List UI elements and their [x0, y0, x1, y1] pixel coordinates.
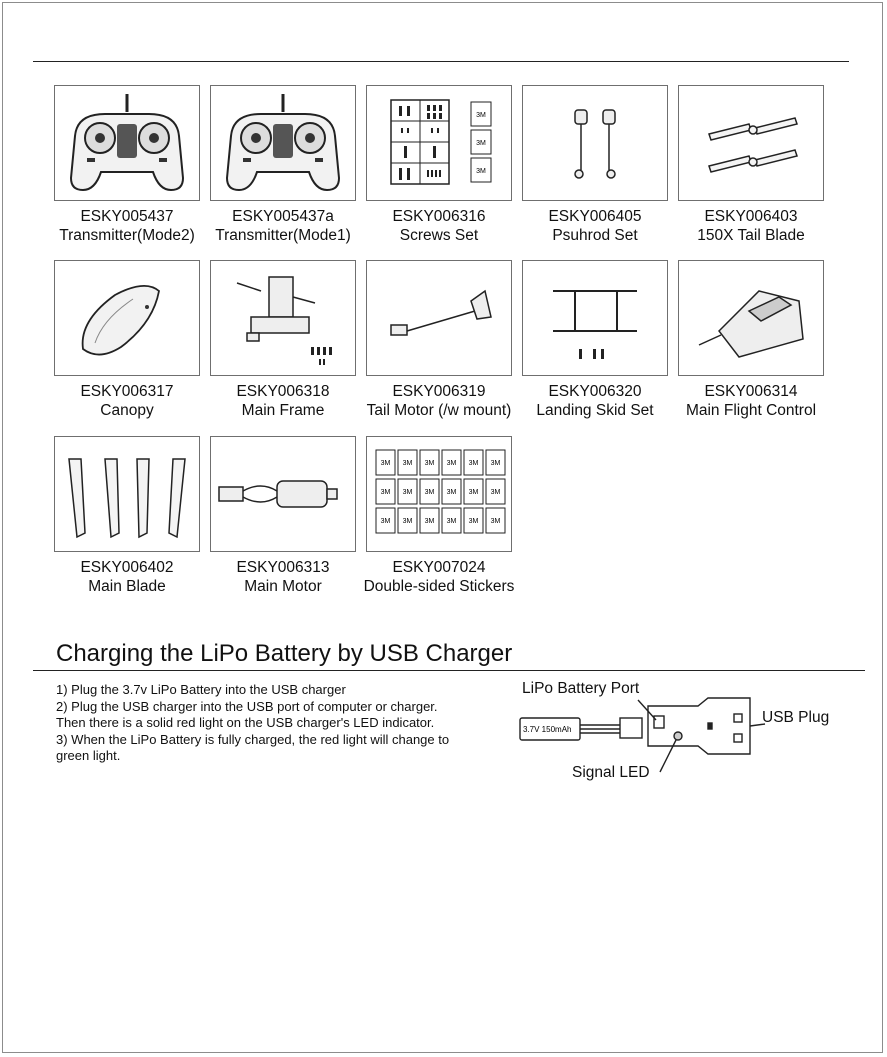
part-code: ESKY006313	[236, 559, 330, 576]
flight-control-icon	[678, 260, 824, 376]
part-card	[678, 85, 824, 245]
part-card	[522, 260, 668, 420]
part-card	[522, 85, 668, 245]
part-card	[54, 85, 200, 245]
sticker-label: 3M	[468, 489, 479, 496]
sticker-label: 3M	[402, 460, 413, 467]
sticker-label: 3M	[476, 140, 486, 147]
transmitter-icon	[54, 85, 200, 201]
sticker-label: 3M	[446, 489, 457, 496]
part-card	[366, 85, 512, 245]
charging-steps	[56, 682, 496, 765]
step-line: 3) When the LiPo Battery is fully charged, the red light will change to	[56, 731, 450, 747]
section-title: Charging the LiPo Battery by USB Charger	[56, 640, 513, 667]
part-card	[54, 436, 200, 596]
part-code: ESKY006317	[80, 383, 174, 400]
sticker-label: 3M	[402, 518, 413, 525]
part-name: Tail Motor (/w mount)	[366, 402, 512, 419]
stickers-icon	[366, 436, 512, 552]
transmitter-icon	[210, 85, 356, 201]
part-code: ESKY006320	[548, 383, 642, 400]
section-rule	[33, 670, 865, 671]
part-card	[366, 260, 512, 420]
usb-plug-label: USB Plug	[762, 709, 830, 726]
tail-motor-icon	[366, 260, 512, 376]
part-name: Transmitter(Mode1)	[215, 227, 351, 244]
part-card	[210, 260, 356, 420]
part-name: Double-sided Stickers	[363, 578, 515, 595]
part-card	[678, 260, 824, 420]
screws-icon	[366, 85, 512, 201]
sticker-label: 3M	[476, 168, 486, 175]
part-code: ESKY005437a	[232, 208, 334, 225]
part-card	[54, 260, 200, 420]
sticker-label: 3M	[490, 489, 501, 496]
part-name: Main Frame	[241, 402, 325, 419]
part-code: ESKY006403	[704, 208, 798, 225]
part-code: ESKY007024	[392, 559, 486, 576]
main-frame-icon	[210, 260, 356, 376]
sticker-label: 3M	[380, 518, 391, 525]
sticker-label: 3M	[446, 460, 457, 467]
sticker-label: 3M	[424, 518, 435, 525]
sticker-label: 3M	[446, 518, 457, 525]
sticker-label: 3M	[380, 489, 391, 496]
step-line: 2) Plug the USB charger into the USB port of computer or charger.	[56, 698, 438, 714]
sticker-label: 3M	[380, 460, 391, 467]
part-card	[210, 85, 356, 245]
part-code: ESKY006405	[548, 208, 642, 225]
canopy-icon	[54, 260, 200, 376]
sticker-label: 3M	[468, 518, 479, 525]
step-line: 1) Plug the 3.7v LiPo Battery into the USB charger	[56, 682, 346, 697]
part-code: ESKY006316	[392, 208, 486, 225]
landing-skid-icon	[522, 260, 668, 376]
pushrod-icon	[522, 85, 668, 201]
battery-port-label: LiPo Battery Port	[522, 680, 640, 697]
sticker-label: 3M	[490, 460, 501, 467]
part-name: Transmitter(Mode2)	[59, 227, 195, 244]
tail-blade-icon	[678, 85, 824, 201]
main-motor-icon	[210, 436, 356, 552]
part-name: Psuhrod Set	[552, 227, 638, 244]
part-name: Screws Set	[399, 227, 479, 244]
sticker-label: 3M	[468, 460, 479, 467]
part-name: Main Blade	[88, 578, 166, 595]
part-code: ESKY006314	[704, 383, 798, 400]
sticker-label: 3M	[476, 112, 486, 119]
step-line: Then there is a solid red light on the USB charger's LED indicator.	[56, 715, 435, 730]
sticker-label: 3M	[490, 518, 501, 525]
part-code: ESKY005437	[80, 208, 174, 225]
part-name: Canopy	[100, 402, 154, 419]
part-name: Main Flight Control	[685, 402, 817, 419]
sticker-label: 3M	[424, 489, 435, 496]
part-name: Landing Skid Set	[536, 402, 654, 419]
signal-led-label: Signal LED	[572, 764, 650, 781]
part-code: ESKY006318	[236, 383, 330, 400]
battery-label: 3.7V 150mAh	[523, 725, 572, 734]
sticker-label: 3M	[402, 489, 413, 496]
part-name: Main Motor	[244, 578, 322, 595]
usb-charger-diagram	[510, 676, 850, 786]
part-name: 150X Tail Blade	[697, 227, 805, 244]
sticker-label: 3M	[424, 460, 435, 467]
step-line: green light.	[56, 748, 121, 763]
part-code: ESKY006402	[80, 559, 174, 576]
part-code: ESKY006319	[392, 383, 486, 400]
main-blade-icon	[54, 436, 200, 552]
header-rule	[33, 61, 849, 62]
part-card	[210, 436, 356, 596]
part-card	[363, 436, 515, 596]
